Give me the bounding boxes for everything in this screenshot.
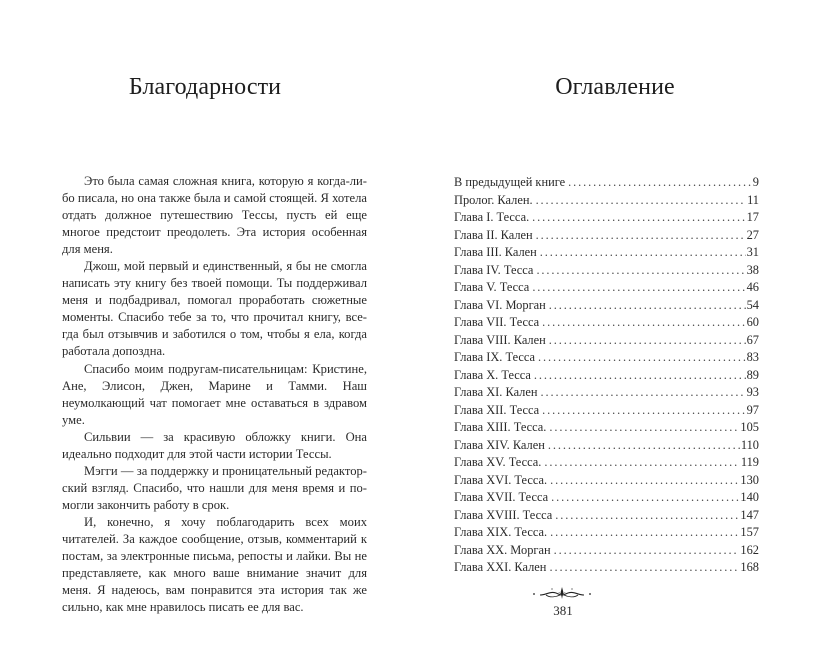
toc-leader-dots [549,332,746,350]
toc-entry-page: 147 [740,507,759,522]
toc-entry[interactable] [454,262,759,280]
toc-entry[interactable] [454,244,759,262]
toc-entry-title: В предыдущей книге [454,175,566,189]
paragraph: Сильвии — за красивую обложку книги. Она идеально подходит для этой части истории Тессы. [62,429,367,461]
toc-entry-title: Глава XX. Морган [454,542,551,557]
toc-entry-title: Глава VI. Морган [454,297,546,312]
toc-entry-page: 54 [746,297,759,312]
fleuron-ornament-icon [532,586,592,600]
toc-entry-title: Глава IV. Тесса [454,262,534,277]
toc-entry-title: Глава XXI. Кален [454,560,547,574]
toc-entry-title: Глава VIII. Кален [454,332,546,347]
toc-entry-title: Глава II. Кален [454,227,533,242]
toc-leader-dots [555,507,739,525]
toc-leader-dots [568,174,752,192]
toc-leader-dots [536,192,747,210]
toc-entry-page: 27 [746,227,759,242]
toc-entry-page: 9 [752,175,759,189]
toc-entry-title: Глава IX. Тесса [454,350,536,364]
toc-entry-page: 140 [740,490,759,504]
toc-entry-page: 119 [740,455,759,469]
toc-entry-title: Глава III. Кален [454,245,537,259]
toc-entry-page: 31 [746,245,759,259]
contents-title: Оглавление [555,74,675,101]
toc-leader-dots [549,419,739,437]
toc-leader-dots [538,349,746,367]
table-of-contents [454,174,759,577]
toc-entry-page: 83 [746,350,759,364]
toc-entry[interactable] [454,472,759,490]
toc-entry[interactable] [454,559,759,577]
acknowledgements-title: Благодарности [128,74,282,101]
toc-entry-title: Глава XVIII. Тесса [454,507,553,522]
toc-entry[interactable] [454,384,759,402]
toc-entry[interactable] [454,192,759,210]
toc-entry[interactable] [454,314,759,332]
toc-entry-title: Глава X. Тесса [454,367,531,382]
paragraph: Спасибо моим подругам-писательницам: Кристине, Ане, Элисон, Джен, Марине и Тамми. Наш неумолкающий чат помогает мне оставаться в здравом уме. [62,361,367,427]
toc-entry[interactable] [454,349,759,367]
toc-leader-dots [550,524,739,542]
toc-entry-page: 168 [740,560,759,574]
toc-entry[interactable] [454,209,759,227]
toc-leader-dots [532,209,745,227]
toc-entry-title: Глава VII. Тесса [454,315,540,329]
toc-entry-page: 162 [740,542,759,557]
acknowledgements-body [62,173,367,616]
toc-entry[interactable] [454,279,759,297]
toc-entry-title: Глава V. Тесса [454,280,530,294]
toc-entry-title: Глава XII. Тесса [454,402,540,417]
toc-entry-page: 38 [746,262,759,277]
toc-entry-title: Пролог. Кален. [454,192,533,207]
right-page [410,0,820,661]
toc-leader-dots [536,262,745,280]
toc-entry-page: 97 [746,402,759,417]
paragraph: Джош, мой первый и единственный, я бы не смогла написать эту книгу без твоей помощи. Ты поддерживал меня и подбадривал, помогал проработать сюжетные моменты. Спасибо тебе за то, что прочитал книгу, всегда был отзывчив и заботился о том, чтобы я ела, когда работала допоздна. [62,259,367,359]
toc-entry[interactable] [454,437,759,455]
paragraph: Это была самая сложная книга, которую я когда-либо писала, но она также была и самой стоящей. Я хотела отдать должное путешествию Тессы, пусть ей еще многое предстоит преодолеть. Эта история особенная для меня. [62,174,367,257]
toc-entry-title: Глава XIX. Тесса. [454,525,548,539]
toc-entry-page: 89 [746,367,759,382]
toc-leader-dots [548,437,740,455]
toc-leader-dots [542,314,745,332]
toc-entry[interactable] [454,297,759,315]
toc-entry-page: 157 [740,525,759,539]
toc-entry-page: 67 [746,332,759,347]
toc-leader-dots [554,542,740,560]
toc-entry[interactable] [454,542,759,560]
toc-entry-page: 110 [740,437,759,452]
toc-leader-dots [549,297,746,315]
toc-leader-dots [550,472,739,490]
paragraph: И, конечно, я хочу поблагодарить всех моих читателей. За каждое сообщение, отзыв, комментарий к постам, за электронные письма, репосты и лайки. Вы не представляете, как много ваше внимание значит для меня. Я надеюсь, вам понравится эта история так же сильно, как мне нравилось писать ее для вас. [62,514,367,615]
toc-leader-dots [540,244,746,262]
toc-entry-title: Глава XV. Тесса. [454,455,542,469]
toc-leader-dots [541,384,746,402]
toc-entry-page: 105 [740,420,759,434]
toc-leader-dots [536,227,746,245]
toc-entry[interactable] [454,507,759,525]
page-number: 381 [553,603,573,618]
toc-entry-title: Глава XIII. Тесса. [454,420,547,434]
toc-entry[interactable] [454,524,759,542]
toc-entry[interactable] [454,489,759,507]
toc-entry-page: 11 [747,192,759,207]
toc-entry-page: 46 [746,280,759,294]
toc-leader-dots [544,454,740,472]
toc-leader-dots [534,367,746,385]
toc-entry-title: Глава XVI. Тесса. [454,472,548,487]
toc-leader-dots [532,279,745,297]
toc-entry-title: Глава XIV. Кален [454,437,545,452]
toc-entry-title: Глава I. Тесса. [454,210,530,224]
toc-entry[interactable] [454,227,759,245]
toc-entry[interactable] [454,419,759,437]
toc-entry-page: 60 [746,315,759,329]
toc-entry[interactable] [454,402,759,420]
paragraph: Мэгги — за поддержку и проницательный редакторский взгляд. Спасибо, что нашли для меня время и помогли закончить работу в срок. [62,463,367,512]
toc-leader-dots [551,489,739,507]
toc-entry[interactable] [454,367,759,385]
toc-entry[interactable] [454,454,759,472]
toc-entry[interactable] [454,332,759,350]
toc-entry-title: Глава XVII. Тесса [454,490,549,504]
toc-entry-title: Глава XI. Кален [454,385,538,399]
toc-entry-page: 93 [746,385,759,399]
toc-leader-dots [542,402,745,420]
toc-entry-page: 130 [740,472,759,487]
toc-entry-page: 17 [746,210,759,224]
toc-leader-dots [549,559,739,577]
toc-entry[interactable] [454,174,759,192]
